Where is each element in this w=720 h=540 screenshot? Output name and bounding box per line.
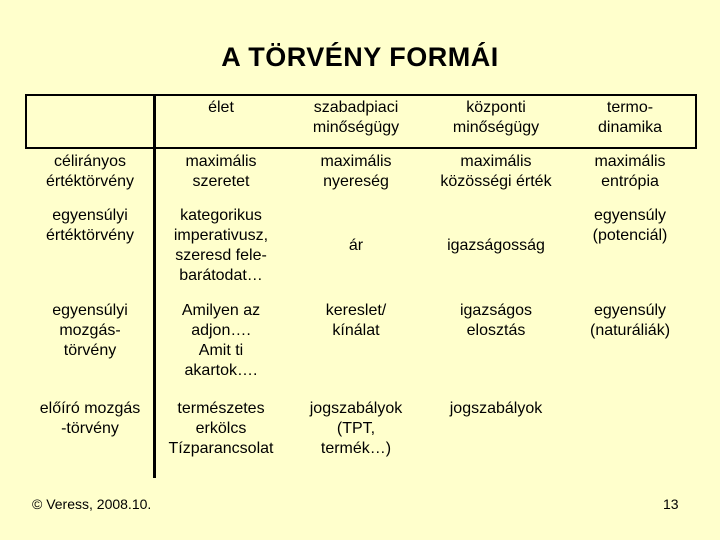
table-header-separator (25, 147, 697, 149)
table-cell: kategorikus imperativusz, szeresd fele- barátodat… (173, 207, 269, 284)
copyright-text: © Veress, 2008.10. (32, 496, 152, 512)
row-label-eloiro: előíró mozgás -törvény (39, 400, 141, 437)
table-top-border (25, 94, 697, 96)
table-cell: jogszabályok (TPT, termék…) (309, 400, 403, 457)
table-cell: egyensúly (naturáliák) (589, 302, 671, 339)
header-cell-kozponti: központi minőségügy (452, 99, 540, 136)
table-cell: igazságosság (447, 237, 545, 254)
table-cell: Amilyen az adjon…. Amit ti akartok…. (181, 302, 261, 379)
table-cell: maximális közösségi érték (440, 153, 552, 190)
table-right-border (695, 94, 697, 149)
table-cell: természetes erkölcs Tízparancsolat (168, 400, 274, 457)
row-label-celiranyos: célirányos értéktörvény (45, 153, 135, 190)
table-left-border (25, 94, 27, 149)
page-number: 13 (663, 496, 679, 512)
header-cell-elet: élet (208, 99, 234, 116)
header-cell-termodinamika: termo- dinamika (597, 99, 663, 136)
table-cell: igazságos elosztás (459, 302, 533, 339)
forms-table (25, 88, 697, 478)
table-cell: jogszabályok (449, 400, 543, 417)
row-label-egyensulyi-ertek: egyensúlyi értéktörvény (45, 207, 135, 244)
page-title: A TÖRVÉNY FORMÁI (221, 42, 499, 72)
table-cell: maximális entrópia (594, 153, 666, 190)
table-cell: kereslet/ kínálat (325, 302, 387, 339)
table-cell: ár (348, 237, 364, 254)
table-cell: maximális szeretet (185, 153, 257, 190)
table-cell: egyensúly (potenciál) (592, 207, 668, 244)
row-label-egyensulyi-mozgas: egyensúlyi mozgás- törvény (52, 302, 128, 359)
table-cell: maximális nyereség (320, 153, 392, 190)
header-cell-szabadpiaci: szabadpiaci minőségügy (312, 99, 400, 136)
